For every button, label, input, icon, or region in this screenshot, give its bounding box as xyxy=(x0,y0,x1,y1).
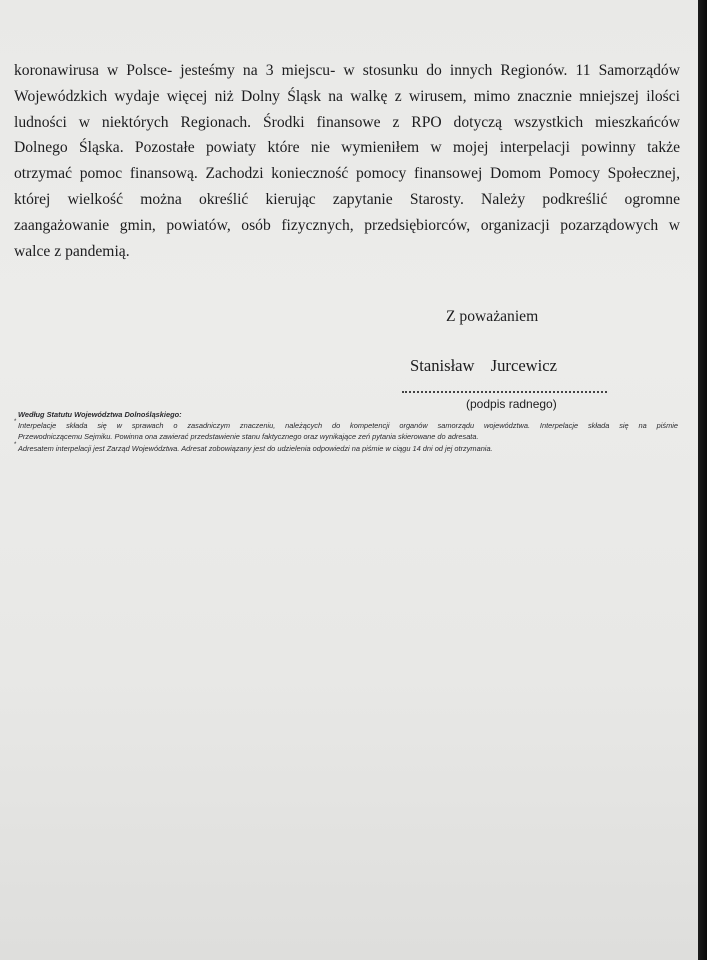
signer-name: Stanisław Jurcewicz xyxy=(410,356,558,375)
footnote-mark: * xyxy=(14,419,17,426)
body-line: zaangażowanie gmin, powiatów, osób fizycznych, przedsiębiorców, organizacji pozarządowych w xyxy=(14,216,680,234)
closing-greeting: Z poważaniem xyxy=(446,308,539,325)
page-edge-shadow xyxy=(698,0,707,960)
footnote-mark: * xyxy=(14,441,17,448)
body-line: koronawirusa w Polsce- jesteśmy na 3 miejscu- w stosunku do innych Regionów. 11 Samorządów xyxy=(14,62,680,79)
signature-line xyxy=(402,391,607,393)
body-line: której wielkość można określić kierując zapytanie Starosty. Należy podkreślić ogromne xyxy=(14,190,680,208)
body-line: walce z pandemią. xyxy=(14,242,130,260)
signature-caption: (podpis radnego) xyxy=(466,397,557,411)
footnotes-title: Według Statutu Województwa Dolnośląskiego: xyxy=(18,410,182,419)
footnote-1-text: Interpelacje składa się w sprawach o zasadniczym znaczeniu, należących do kompetencji organów samorządu województwa. Interpelacje składa się na piśmie xyxy=(18,421,678,431)
body-line: Dolnego Śląska. Pozostałe powiaty które nie wymieniłem w mojej interpelacji powinny także xyxy=(14,139,680,157)
footnote-2-text: Adresatem interpelacji jest Zarząd Województwa. Adresat zobowiązany jest do udzielenia odpowiedzi na piśmie w ciągu 14 dni od jej otrzymania. xyxy=(18,443,493,453)
interpellation-body xyxy=(14,58,680,264)
body-line: ludności w niektórych Regionach. Środki finansowe z RPO dotyczą wszystkich mieszkańców xyxy=(14,113,680,131)
body-line: otrzymać pomoc finansową. Zachodzi konieczność pomocy finansowej Domom Pomocy Społecznej, xyxy=(14,165,680,183)
footnote-1 xyxy=(14,419,678,431)
statute-footnotes xyxy=(14,409,678,454)
footnote-2 xyxy=(14,441,678,454)
body-line: Wojewódzkich wydaje więcej niż Dolny Śląsk na walkę z wirusem, mimo znacznie mniejszej ilości xyxy=(14,87,680,105)
footnote-1-continued: Przewodniczącemu Sejmiku. Powinna ona zawierać przedstawienie stanu faktycznego oraz wynikające zeń pytania skierowane do adresata. xyxy=(18,432,479,442)
